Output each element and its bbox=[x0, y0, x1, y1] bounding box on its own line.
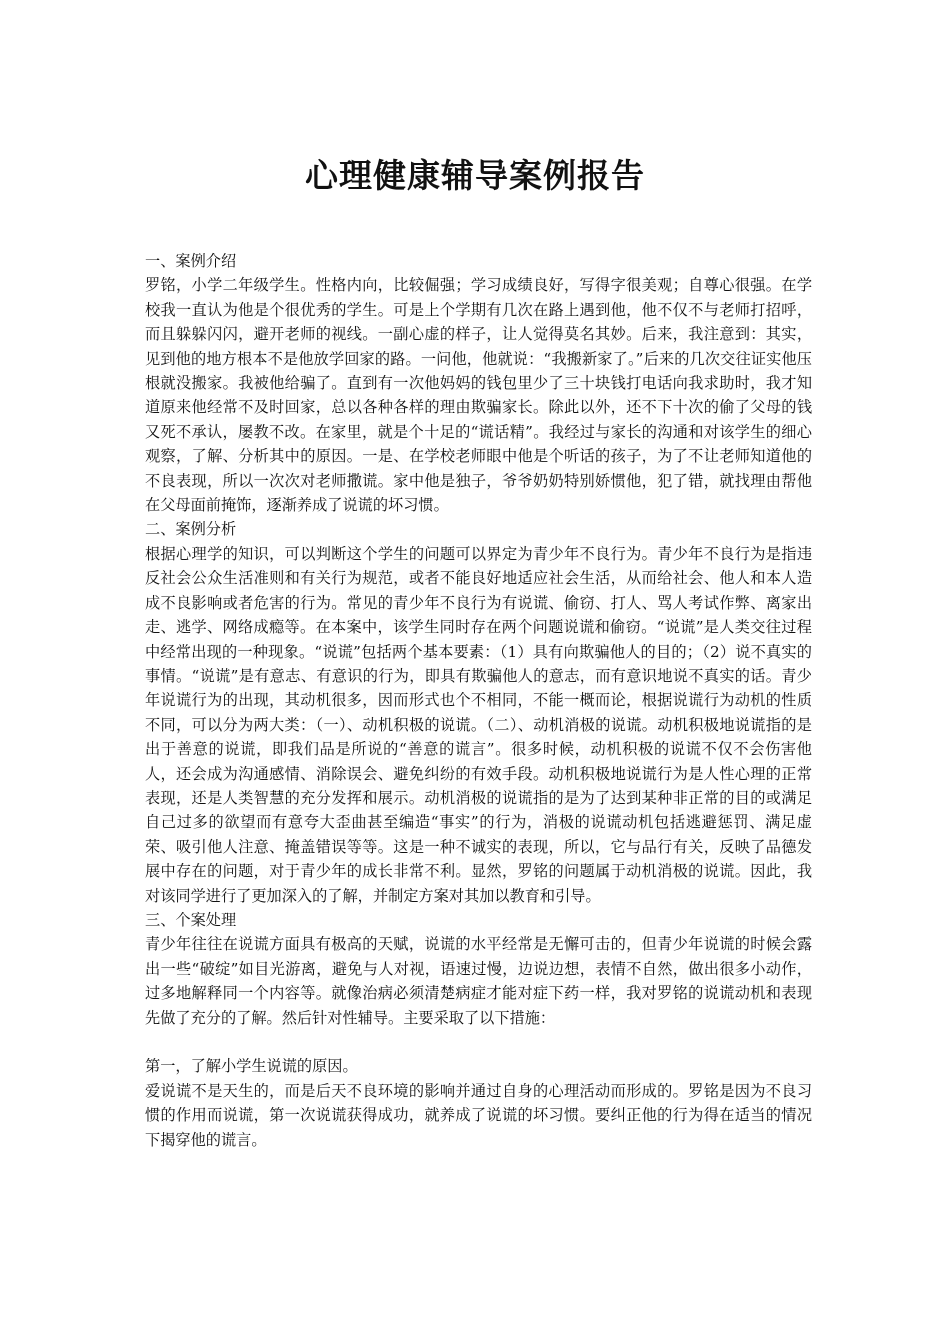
measure-paragraph: 爱说谎不是天生的，而是后天不良环境的影响并通过自身的心理活动而形成的。罗铭是因为不良习惯的作用而说谎，第一次说谎获得成功，就养成了说谎的坏习惯。要纠正他的行为得在适当的情况下揭穿他的谎言。 bbox=[145, 1081, 812, 1149]
document-title: 心理健康辅导案例报告 bbox=[305, 156, 645, 195]
section-heading-case-handling: 三、个案处理 bbox=[145, 910, 237, 929]
section-heading-case-analysis: 二、案例分析 bbox=[145, 520, 237, 539]
document-body bbox=[145, 249, 812, 1152]
case-handling-paragraph: 青少年往往在说谎方面具有极高的天赋，说谎的水平经常是无懈可击的，但青少年说谎的时候会露出一些“破绽”如目光游离，避免与人对视，语速过慢，边说边想，表情不自然，做出很多小动作，过多地解释同一个内容等。就像治病必须清楚病症才能对症下药一样，我对罗铭的说谎动机和表现先做了充分的了解。然后针对性辅导。主要采取了以下措施： bbox=[145, 935, 812, 1027]
case-analysis-paragraph: 根据心理学的知识，可以判断这个学生的问题可以界定为青少年不良行为。青少年不良行为是指违反社会公众生活准则和有关行为规范，或者不能良好地适应社会生活，从而给社会、他人和本人造成不良影响或者危害的行为。常见的青少年不良行为有说谎、偷窃、打人、骂人考试作弊、离家出走、逃学、网络成瘾等。在本案中，该学生同时存在两个问题说谎和偷窃。“说谎”是人类交往过程中经常出现的一种现象。“说谎”包括两个基本要素：（1）具有向欺骗他人的目的；（2）说不真实的事情。“说谎”是有意志、有意识的行为，即具有欺骗他人的意志，而有意识地说不真实的话。青少年说谎行为的出现，其动机很多，因而形式也个不相同，不能一概而论，根据说谎行为动机的性质不同，可以分为两大类：（一）、动机积极的说谎。（二）、动机消极的说谎。动机积极地说谎指的是出于善意的说谎，即我们品是所说的“善意的谎言”。很多时候，动机积极的说谎不仅不会伤害他人，还会成为沟通感情、消除误会、避免纠纷的有效手段。动机积极地说谎行为是人性心理的正常表现，还是人类智慧的充分发挥和展示。动机消极的说谎指的是为了达到某种非正常的目的或满足自己过多的欲望而有意夸大歪曲甚至编造“事实”的行为，消极的说谎动机包括逃避惩罚、满足虚荣、吸引他人注意、掩盖错误等等。这是一种不诚实的表现，所以，它与品行有关，反映了品德发展中存在的问题，对于青少年的成长非常不利。显然，罗铭的问题属于动机消极的说谎。因此，我对该同学进行了更加深入的了解，并制定方案对其加以教育和引导。 bbox=[145, 544, 812, 905]
paragraph-spacer bbox=[145, 1030, 812, 1054]
case-intro-paragraph: 罗铭，小学二年级学生。性格内向，比较倔强；学习成绩良好，写得字很美观；自尊心很强。在学校我一直认为他是个很优秀的学生。可是上个学期有几次在路上遇到他，他不仅不与老师打招呼，而且躲躲闪闪，避开老师的视线。一副心虚的样子，让人觉得莫名其妙。后来，我注意到：其实，见到他的地方根本不是他放学回家的路。一问他，他就说：“我搬新家了。”后来的几次交往证实他压根就没搬家。我被他给骗了。直到有一次他妈妈的钱包里少了三十块钱打电话向我求助时，我才知道原来他经常不及时回家，总以各种各样的理由欺骗家长。除此以外，还不下十次的偷了父母的钱又死不承认，屡教不改。在家里，就是个十足的“谎话精”。我经过与家长的沟通和对该学生的细心观察，了解、分析其中的原因。一是、在学校老师眼中他是个听话的孩子，为了不让老师知道他的不良表现，所以一次次对老师撒谎。家中他是独子，爷爷奶奶特别娇惯他，犯了错，就找理由帮他在父母面前掩饰，逐渐养成了说谎的坏习惯。 bbox=[145, 276, 812, 515]
section-heading-case-intro: 一、案例介绍 bbox=[145, 252, 237, 270]
measure-heading: 第一，了解小学生说谎的原因。 bbox=[145, 1057, 358, 1076]
